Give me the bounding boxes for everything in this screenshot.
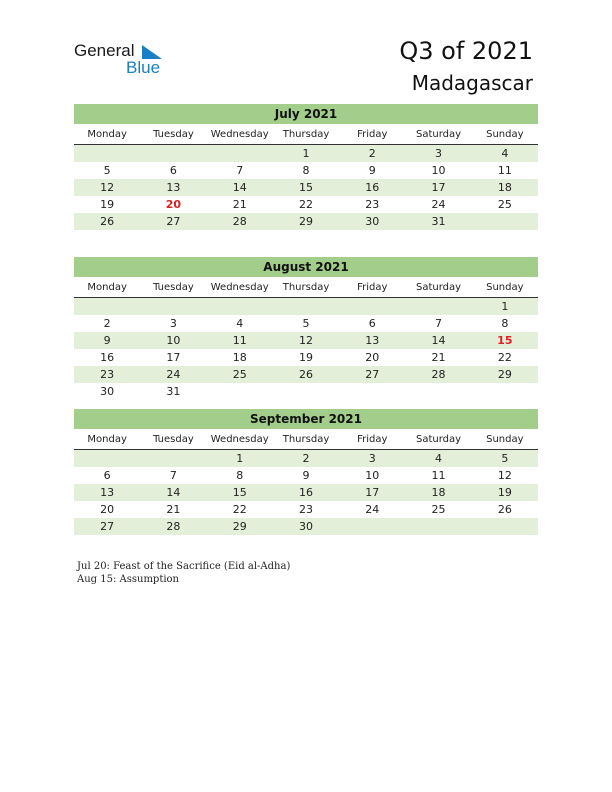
month-title: September 2021: [74, 409, 538, 429]
day-cell: 24: [431, 198, 446, 211]
month-calendar-july: [74, 104, 538, 230]
day-cell: 16: [365, 181, 380, 194]
day-cell: 2: [368, 147, 376, 160]
week-row: [74, 366, 538, 383]
day-cell: 13: [100, 486, 115, 499]
weekday-label: Saturday: [416, 129, 462, 140]
day-cell: [339, 518, 405, 535]
day-cell: 4: [236, 317, 244, 330]
day-cell: 16: [100, 351, 115, 364]
day-cell: 21: [232, 198, 247, 211]
weekday-header-row: [74, 430, 538, 450]
weekday-label: Monday: [87, 129, 127, 140]
day-cell: 17: [365, 486, 380, 499]
day-cell: [273, 383, 339, 400]
weekday-label: Wednesday: [210, 129, 269, 140]
day-cell: 6: [103, 469, 111, 482]
weekday-label: Friday: [357, 434, 388, 445]
day-cell: 22: [232, 503, 247, 516]
day-cell: 13: [365, 334, 380, 347]
day-cell: 18: [232, 351, 247, 364]
day-cell: [339, 298, 405, 315]
day-cell: 12: [100, 181, 115, 194]
day-cell: 9: [302, 469, 310, 482]
weekday-label: Sunday: [486, 434, 524, 445]
day-cell: 12: [497, 469, 512, 482]
holiday-day-cell: 15: [497, 334, 513, 347]
day-cell: [405, 383, 471, 400]
weekday-label: Thursday: [282, 282, 330, 293]
logo-blue-text: Blue: [126, 58, 161, 77]
day-cell: 1: [302, 147, 310, 160]
weekday-header-row: [74, 125, 538, 145]
day-cell: 10: [166, 334, 181, 347]
day-cell: 22: [497, 351, 512, 364]
day-cell: 5: [501, 452, 509, 465]
day-cell: 4: [435, 452, 443, 465]
day-cell: 15: [298, 181, 313, 194]
day-cell: 14: [232, 181, 247, 194]
day-cell: 9: [103, 334, 111, 347]
day-cell: [140, 298, 206, 315]
day-cell: 19: [100, 198, 115, 211]
day-cell: 21: [431, 351, 446, 364]
day-cell: 4: [501, 147, 509, 160]
weekday-label: Wednesday: [210, 282, 269, 293]
day-cell: 22: [298, 198, 313, 211]
weekday-label: Tuesday: [153, 129, 194, 140]
general-blue-logo: [74, 41, 174, 81]
day-cell: 17: [431, 181, 446, 194]
day-cell: [74, 450, 140, 467]
day-cell: 20: [100, 503, 115, 516]
day-cell: 7: [236, 164, 244, 177]
day-cell: [472, 518, 538, 535]
day-cell: [339, 383, 405, 400]
day-cell: [207, 383, 273, 400]
weekday-label: Monday: [87, 434, 127, 445]
week-row: [74, 145, 538, 162]
weekday-label: Thursday: [282, 434, 330, 445]
logo-general-text: General: [74, 41, 135, 60]
day-cell: 3: [368, 452, 376, 465]
day-cell: 31: [431, 215, 446, 228]
weekday-label: Saturday: [416, 434, 462, 445]
day-cell: 26: [100, 215, 115, 228]
day-cell: 8: [302, 164, 310, 177]
country-name: Madagascar: [411, 71, 533, 95]
weekday-label: Friday: [357, 129, 388, 140]
weekday-label: Sunday: [486, 282, 524, 293]
day-cell: 24: [365, 503, 380, 516]
day-cell: 5: [302, 317, 310, 330]
week-row: [74, 315, 538, 332]
day-cell: 17: [166, 351, 181, 364]
week-row: [74, 518, 538, 535]
day-cell: 24: [166, 368, 181, 381]
day-cell: [405, 518, 471, 535]
day-cell: 25: [497, 198, 512, 211]
day-cell: 18: [431, 486, 446, 499]
day-cell: 11: [431, 469, 446, 482]
day-cell: 8: [501, 317, 509, 330]
weekday-label: Friday: [357, 282, 388, 293]
week-row: [74, 213, 538, 230]
day-cell: 3: [435, 147, 443, 160]
weekday-label: Tuesday: [153, 282, 194, 293]
week-row: [74, 298, 538, 315]
week-row: [74, 179, 538, 196]
weekday-label: Thursday: [282, 129, 330, 140]
day-cell: 2: [103, 317, 111, 330]
holiday-note: Aug 15: Assumption: [77, 574, 180, 585]
day-cell: 14: [431, 334, 446, 347]
day-cell: 30: [365, 215, 380, 228]
day-cell: 23: [100, 368, 115, 381]
day-cell: 16: [298, 486, 313, 499]
day-cell: 30: [100, 385, 115, 398]
day-cell: 1: [236, 452, 244, 465]
day-cell: 20: [365, 351, 380, 364]
day-cell: [273, 298, 339, 315]
day-cell: 13: [166, 181, 181, 194]
day-cell: [74, 145, 140, 162]
day-cell: 1: [501, 300, 509, 313]
day-cell: 2: [302, 452, 310, 465]
day-cell: 7: [435, 317, 443, 330]
day-cell: 8: [236, 469, 244, 482]
day-cell: 25: [431, 503, 446, 516]
day-cell: 19: [497, 486, 512, 499]
week-row: [74, 332, 538, 349]
day-cell: 29: [497, 368, 512, 381]
week-row: [74, 450, 538, 467]
day-cell: 3: [169, 317, 177, 330]
week-row: [74, 162, 538, 179]
weekday-label: Tuesday: [153, 434, 194, 445]
day-cell: 10: [431, 164, 446, 177]
week-row: [74, 196, 538, 213]
month-title: August 2021: [74, 257, 538, 277]
day-cell: [207, 298, 273, 315]
day-cell: 23: [365, 198, 380, 211]
day-cell: [207, 145, 273, 162]
day-cell: 26: [497, 503, 512, 516]
day-cell: [472, 213, 538, 230]
weekday-label: Wednesday: [210, 434, 269, 445]
weekday-label: Monday: [87, 282, 127, 293]
day-cell: 14: [166, 486, 181, 499]
month-calendar-august: [74, 257, 538, 400]
week-row: [74, 383, 538, 400]
day-cell: 25: [232, 368, 247, 381]
day-cell: 29: [232, 520, 247, 533]
day-cell: 27: [100, 520, 115, 533]
day-cell: 11: [232, 334, 247, 347]
holiday-note: Jul 20: Feast of the Sacrifice (Eid al-Adha): [77, 561, 291, 572]
holiday-notes: [77, 560, 290, 586]
day-cell: 15: [232, 486, 247, 499]
day-cell: 31: [166, 385, 181, 398]
week-row: [74, 349, 538, 366]
day-cell: 23: [298, 503, 313, 516]
day-cell: 19: [298, 351, 313, 364]
day-cell: 29: [298, 215, 313, 228]
day-cell: 6: [169, 164, 177, 177]
day-cell: 6: [368, 317, 376, 330]
day-cell: 21: [166, 503, 181, 516]
holiday-day-cell: 20: [165, 198, 182, 211]
day-cell: 18: [497, 181, 512, 194]
week-row: [74, 501, 538, 518]
weekday-label: Sunday: [486, 129, 524, 140]
day-cell: 27: [365, 368, 380, 381]
day-cell: 28: [232, 215, 247, 228]
day-cell: [140, 145, 206, 162]
day-cell: 7: [169, 469, 177, 482]
day-cell: [472, 383, 538, 400]
week-row: [74, 484, 538, 501]
day-cell: 28: [166, 520, 181, 533]
month-calendar-september: [74, 409, 538, 535]
weekday-label: Saturday: [416, 282, 462, 293]
day-cell: 27: [166, 215, 181, 228]
day-cell: 26: [298, 368, 313, 381]
day-cell: [74, 298, 140, 315]
day-cell: 10: [365, 469, 380, 482]
day-cell: 9: [368, 164, 376, 177]
day-cell: 28: [431, 368, 446, 381]
day-cell: 30: [298, 520, 313, 533]
page-title: Q3 of 2021: [399, 37, 533, 65]
weekday-header-row: [74, 278, 538, 298]
day-cell: 11: [497, 164, 512, 177]
day-cell: [140, 450, 206, 467]
day-cell: 12: [298, 334, 313, 347]
day-cell: 5: [103, 164, 111, 177]
month-title: July 2021: [74, 104, 538, 124]
week-row: [74, 467, 538, 484]
day-cell: [405, 298, 471, 315]
